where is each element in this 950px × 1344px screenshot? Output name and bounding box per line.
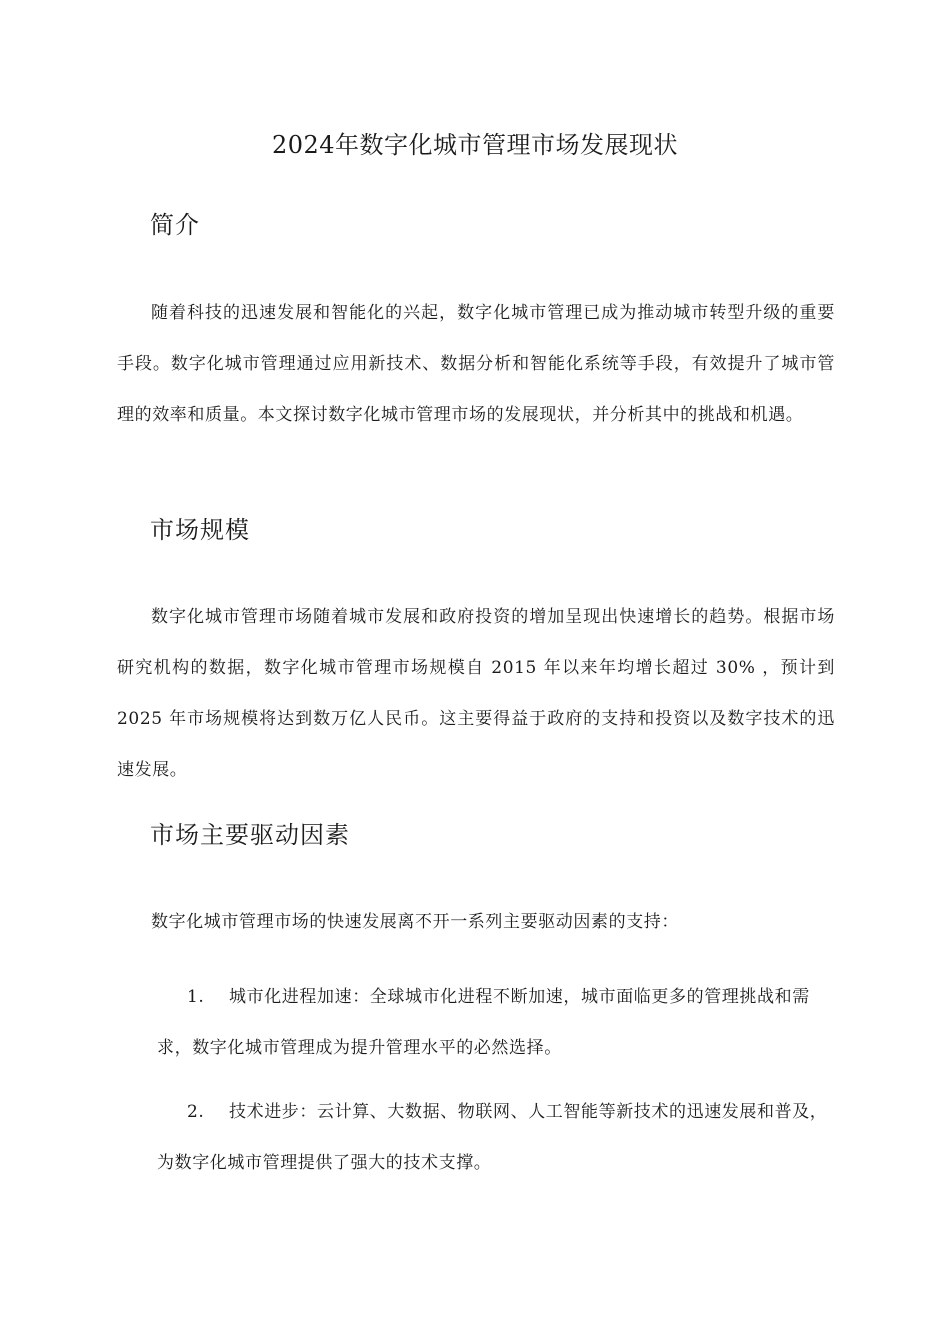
document-title: 2024年数字化城市管理市场发展现状 xyxy=(271,131,679,159)
list-item-number: 2. xyxy=(187,1102,205,1122)
list-item xyxy=(157,1087,835,1189)
market-size-paragraph: 数字化城市管理市场随着城市发展和政府投资的增加呈现出快速增长的趋势。根据市场研究机构的数据，数字化城市管理市场规模自 2015 年以来年均增长超过 30% ，预计到 2025 年市场规模将达到数万亿人民币。这主要得益于政府的支持和投资以及数字技术的迅速发展。 xyxy=(117,607,835,780)
list-item-number: 1. xyxy=(187,987,205,1007)
intro-paragraph: 随着科技的迅速发展和智能化的兴起，数字化城市管理已成为推动城市转型升级的重要手段。数字化城市管理通过应用新技术、数据分析和智能化系统等手段，有效提升了城市管理的效率和质量。本文探讨数字化城市管理市场的发展现状，并分析其中的挑战和机遇。 xyxy=(117,303,835,425)
section-heading-intro: 简介 xyxy=(150,211,200,239)
list-item xyxy=(157,972,835,1074)
section-heading-market-size: 市场规模 xyxy=(150,516,250,544)
section-heading-drivers: 市场主要驱动因素 xyxy=(150,821,350,849)
list-item-text: 技术进步：云计算、大数据、物联网、人工智能等新技术的迅速发展和普及，为数字化城市管理提供了强大的技术支撑。 xyxy=(157,1102,828,1173)
drivers-intro-paragraph: 数字化城市管理市场的快速发展离不开一系列主要驱动因素的支持： xyxy=(151,912,679,932)
list-item-text: 城市化进程加速：全球城市化进程不断加速，城市面临更多的管理挑战和需求，数字化城市管理成为提升管理水平的必然选择。 xyxy=(157,987,810,1058)
